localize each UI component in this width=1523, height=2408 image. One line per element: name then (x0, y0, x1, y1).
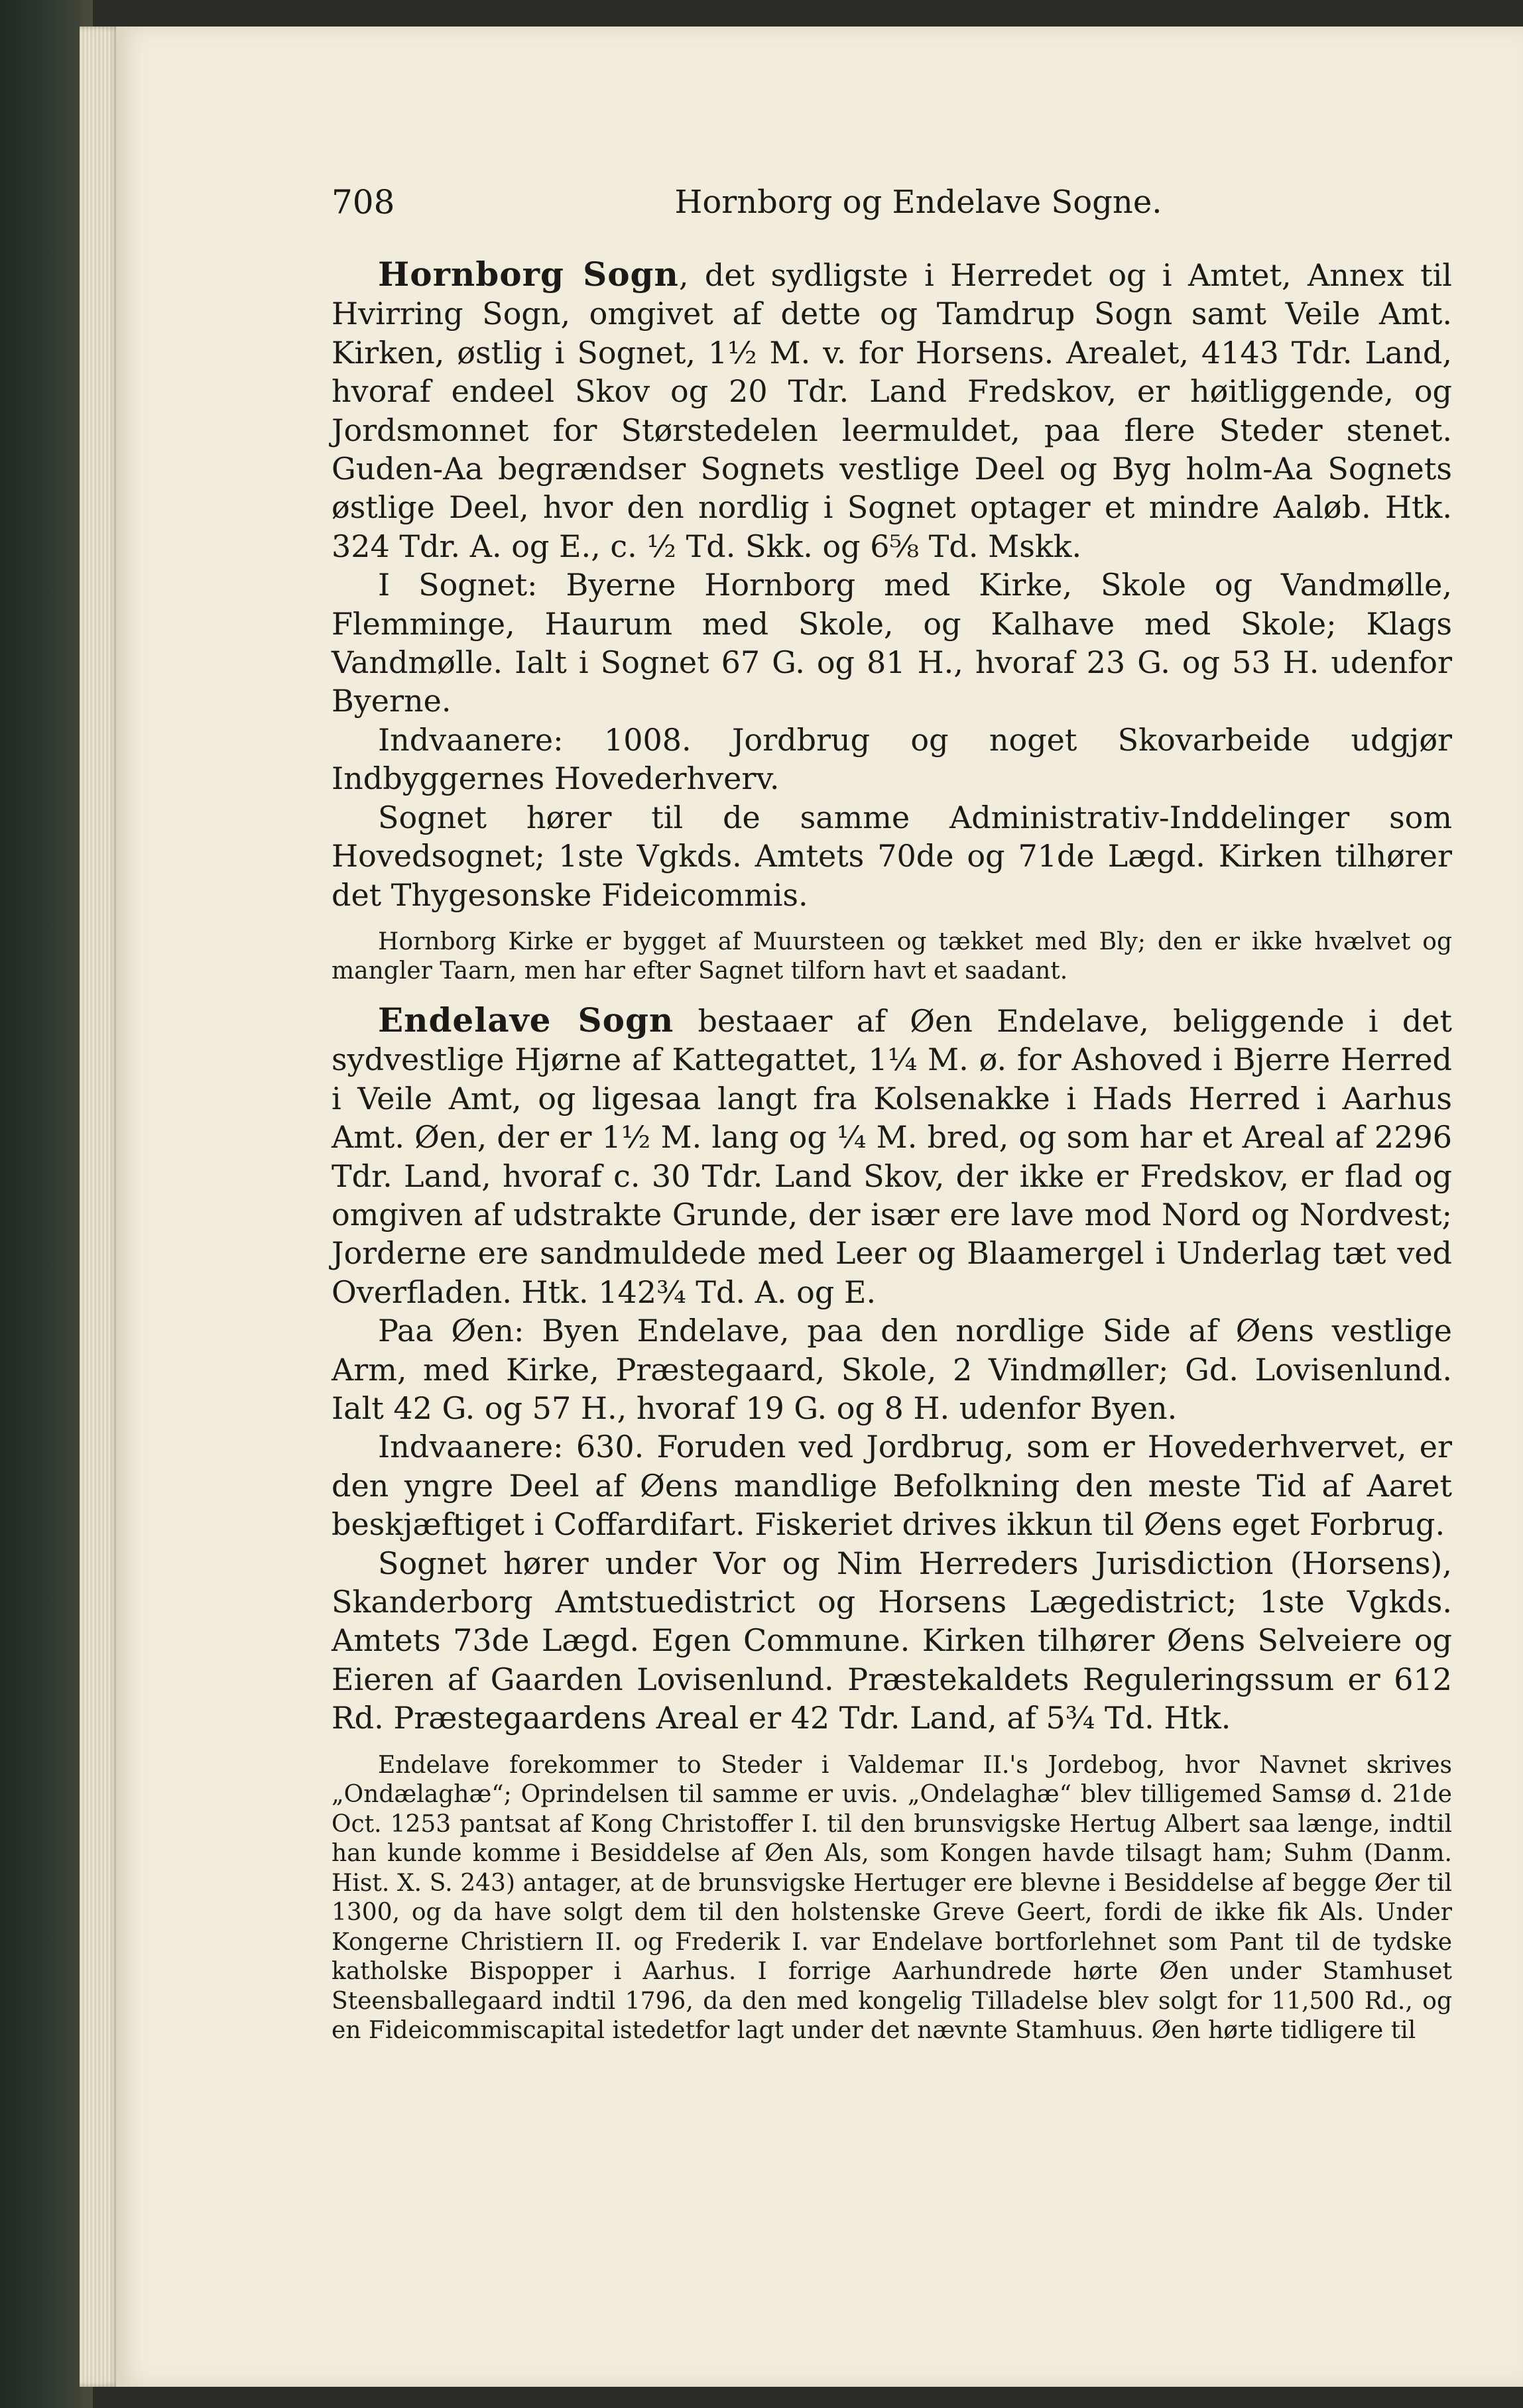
hornborg-villages: I Sognet: Byerne Hornborg med Kirke, Skole og Vandmølle, Flemminge, Haurum med Skole, og Kalhave med Skole; Klags Vandmølle. Ialt i Sognet 67 G. og 81 H., hvoraf 23 G. og 53 H. udenfor Byerne. (332, 567, 1452, 719)
running-head (332, 182, 1452, 235)
endelave-intro-text: bestaaer af Øen Endelave, beliggende i det sydvestlige Hjørne af Kattegattet, 1¼ M. ø. for Ashoved i Bjerre Herred i Veile Amt, og ligesaa langt fra Kolsenakke i Hads Herred i Aarhus Amt. Øen, der er 1½ M. lang og ¼ M. bred, og som har et Areal af 2296 Tdr. Land, hvoraf c. 30 Tdr. Land Skov, der ikke er Fredskov, er flad og omgiven af udstrakte Grunde, der især ere lave mod Nord og Nordvest; Jorderne ere sandmuldede med Leer og Blaamergel i Underlag tæt ved Overfladen. Htk. 142¾ Td. A. og E. (332, 1002, 1453, 1310)
hornborg-heading: Hornborg Sogn (378, 255, 679, 294)
hornborg-administration: Sognet hører til de samme Administrativ-Inddelinger som Hovedsognet; 1ste Vgkds. Amtets 70de og 71de Lægd. Kirken tilhører det Thygesonske Fideicommis. (332, 799, 1452, 913)
page-edges (80, 27, 119, 2387)
page-text (332, 182, 1452, 2051)
hornborg-intro-text: , det sydligste i Herredet og i Amtet, Annex til Hvirring Sogn, omgivet af dette og Tamdrup Sogn samt Veile Amt. Kirken, østlig i Sognet, 1½ M. v. for Horsens. Arealet, 4143 Tdr. Land, hvoraf endeel Skov og 20 Tdr. Land Fredskov, er høitliggende, og Jordsmonnet for Størstedelen leermuldet, paa flere Steder stenet. Guden-Aa begrændser Sognets vestlige Deel og Byg holm-Aa Sognets østlige Deel, hvor den nordlig i Sognet optager et mindre Aaløb. Htk. 324 Tdr. A. og E., c. ½ Td. Skk. og 6⅝ Td. Mskk. (332, 257, 1452, 564)
endelave-administration: Sognet hører under Vor og Nim Herreders Jurisdiction (Horsens), Skanderborg Amtstuedistrict og Horsens Lægedistrict; 1ste Vgkds. Amtets 73de Lægd. Egen Commune. Kirken tilhører Øens Selveiere og Eieren af Gaarden Lovisenlund. Præstekaldets Reguleringssum er 612 Rd. Præstegaardens Areal er 42 Tdr. Land, af 5¾ Td. Htk. (332, 1545, 1452, 1736)
endelave-population: Indvaanere: 630. Foruden ved Jordbrug, som er Hovederhvervet, er den yngre Deel af Øens mandlige Befolkning den meste Tid af Aaret beskjæftiget i Coffardifart. Fiskeriet drives ikkun til Øens eget Forbrug. (332, 1429, 1452, 1543)
book-cover (0, 0, 93, 2408)
endelave-intro (332, 1001, 1452, 1311)
endelave-footnote: Endelave forekommer to Steder i Valdemar II.'s Jordebog, hvor Navnet skrives „Ondælaghæ“; Oprindelsen til samme er uvis. „Ondelaghæ“ blev tilligemed Samsø d. 21de Oct. 1253 pantsat af Kong Christoffer I. til den brunsvigske Hertug Albert saa længe, indtil han kunde komme i Besiddelse af Øen Als, som Kongen havde tilsagt ham; Suhm (Danm. Hist. X. S. 243) antager, at de brunsvigske Hertuger ere blevne i Besiddelse af begge Øer til 1300, og da have solgt dem til den holstenske Greve Geert, fordi de ikke fik Als. Under Kongerne Christiern II. og Frederik I. var Endelave bortforlehnet som Pant til de tydske katholske Bispopper i Aarhus. I forrige Aarhundrede hørte Øen under Stamhuset Steensballegaard indtil 1796, da den med kongelig Tilladelse blev solgt for 11,500 Rd., og en Fideicommiscapital istedetfor lagt under det nævnte Stamhuus. Øen hørte tidligere til (332, 1751, 1452, 2045)
hornborg-footnote: Hornborg Kirke er bygget af Muursteen og tækket med Bly; den er ikke hvælvet og mangler Taarn, men har efter Sagnet tilforn havt et saadant. (332, 928, 1452, 985)
hornborg-intro (332, 255, 1452, 566)
endelave-settlements: Paa Øen: Byen Endelave, paa den nordlige Side af Øens vestlige Arm, med Kirke, Præstegaard, Skole, 2 Vindmøller; Gd. Lovisenlund. Ialt 42 G. og 57 H., hvoraf 19 G. og 8 H. udenfor Byen. (332, 1313, 1452, 1426)
page-number: 708 (332, 183, 395, 221)
page-header-title: Hornborg og Endelave Sogne. (674, 184, 1162, 221)
endelave-heading: Endelave Sogn (378, 1000, 674, 1040)
hornborg-population: Indvaanere: 1008. Jordbrug og noget Skovarbeide udgjør Indbyggernes Hovederhverv. (332, 721, 1452, 797)
